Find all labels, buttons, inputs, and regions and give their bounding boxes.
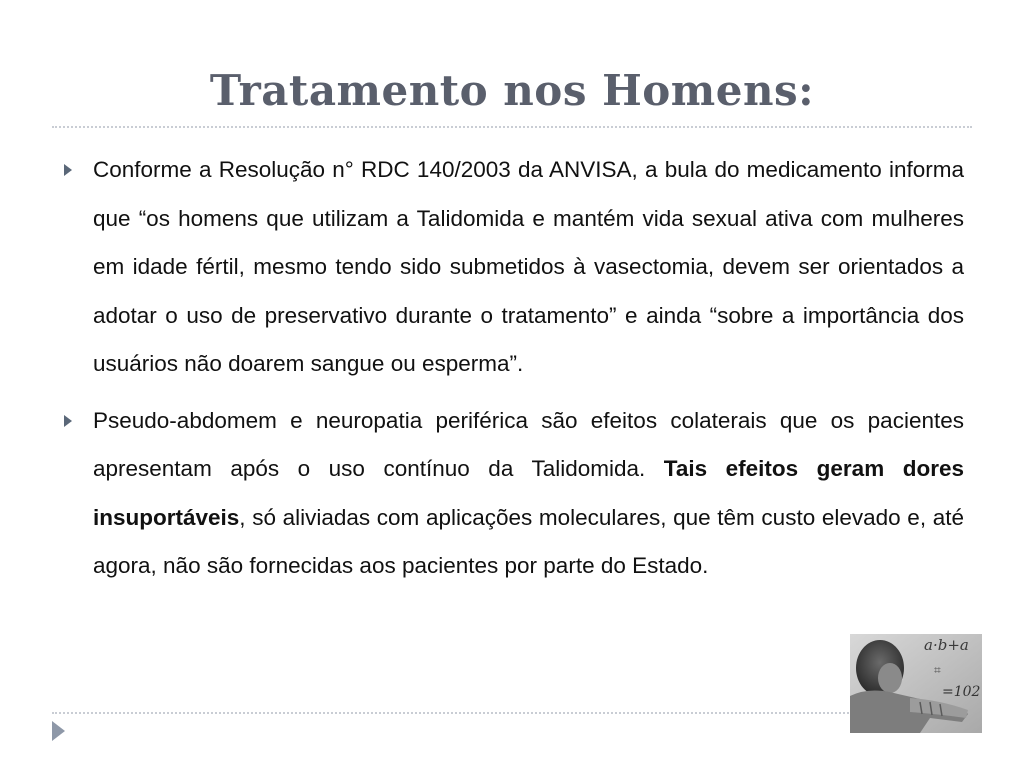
board-text-top: a·b+a [924,636,969,654]
bullet-text-continued: , só aliviadas com aplicações moleculares, que têm custo elevado e, até agora, não são fornecidas aos pacientes por parte do Estado. [93,504,964,578]
bullet-list [60,146,964,591]
title-divider [52,126,972,128]
child-at-blackboard-photo [850,634,982,733]
bullet-arrow-icon [64,164,72,176]
slide-title: Tratamento nos Homens: [209,66,815,115]
board-symbol: ⌗ [934,663,941,677]
child-face [878,663,902,693]
footer-divider [52,712,852,714]
board-text-bottom: =102 [942,684,981,700]
bullet-item-anvisa [60,146,964,389]
bullet-text: Conforme a Resolução n° RDC 140/2003 da ANVISA, a bula do medicamento informa que “os homens que utilizam a Talidomida e mantém vida sexual ativa com mulheres em idade fértil, mesmo tendo sido submetidos à vasectomia, devem ser orientados a adotar o uso de preservativo durante o tratamento” e ainda “sobre a importância dos usuários não doarem sangue ou esperma”. [93,157,964,376]
bullet-bold-text: Tais efeitos geram dores insuportáveis [93,456,964,530]
bullet-item-side-effects [60,397,964,591]
bullet-arrow-icon [64,415,72,427]
bullet-text: Pseudo-abdomem e neuropatia periférica são efeitos colaterais que os pacientes apresentam após o uso contínuo da Talidomida. [93,407,964,481]
next-slide-arrow-icon[interactable] [52,721,65,741]
